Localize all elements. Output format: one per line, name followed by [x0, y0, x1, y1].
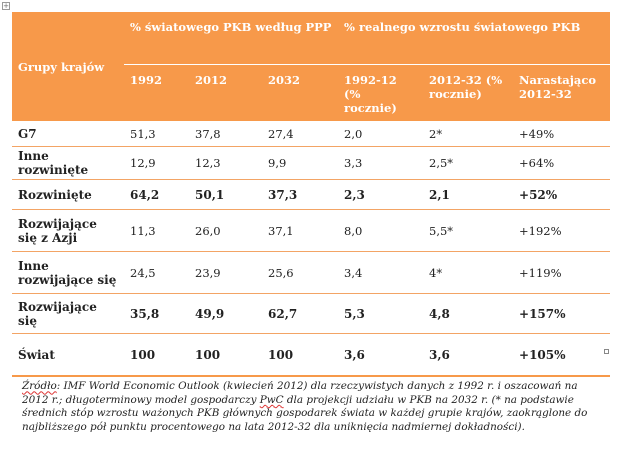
source-pwc: PwC	[259, 393, 284, 406]
row-label: G7	[12, 121, 124, 147]
header-row-groups	[12, 12, 610, 65]
table-cell: 2,0	[338, 121, 423, 147]
header-share-ppp: % światowego PKB według PPP	[124, 12, 338, 65]
column-header: 1992	[124, 65, 189, 122]
table-row	[12, 334, 610, 377]
table-cell: 37,8	[189, 121, 262, 147]
row-label: Rozwijające się	[12, 294, 124, 334]
table-cell: 5,3	[338, 294, 423, 334]
table-cell: 2,3	[338, 180, 423, 210]
table-cell: 100	[189, 334, 262, 377]
table-cell: 12,9	[124, 147, 189, 180]
table-cell: 3,4	[338, 252, 423, 294]
table-row	[12, 121, 610, 147]
table-row	[12, 210, 610, 252]
table-cell: +64%	[513, 147, 610, 180]
table-cell: 26,0	[189, 210, 262, 252]
table-cell: +192%	[513, 210, 610, 252]
header-country-groups: Grupy krajów	[12, 12, 124, 121]
table-move-handle[interactable]: +	[3, 2, 9, 10]
table-cell: 27,4	[262, 121, 338, 147]
table-cell: 4*	[423, 252, 513, 294]
table-cell: 49,9	[189, 294, 262, 334]
table-row	[12, 180, 610, 210]
table-cell: 12,3	[189, 147, 262, 180]
row-label: Świat	[12, 334, 124, 377]
table-cell: +52%	[513, 180, 610, 210]
table-cell: 62,7	[262, 294, 338, 334]
table-cell: +49%	[513, 121, 610, 147]
table-cell: 50,1	[189, 180, 262, 210]
table-cell: 24,5	[124, 252, 189, 294]
table-cell: 3,3	[338, 147, 423, 180]
table-cell: 35,8	[124, 294, 189, 334]
table-row	[12, 252, 610, 294]
table-cell: 2,5*	[423, 147, 513, 180]
table-cell: 25,6	[262, 252, 338, 294]
column-header: 2032	[262, 65, 338, 122]
table-cell: 5,5*	[423, 210, 513, 252]
column-header: 2012-32 (% rocznie)	[423, 65, 513, 122]
row-label: Rozwijające się z Azji	[12, 210, 124, 252]
table-cell: 37,3	[262, 180, 338, 210]
source-text-part-1: : IMF World Economic Outlook (kwiecień 2012) dla rzeczywistych danych z 1992 r. i oszacowań na 2012 r.; długoterminowy model gospodarczy	[22, 380, 578, 406]
table-cell: 37,1	[262, 210, 338, 252]
header-real-growth: % realnego wzrostu światowego PKB	[338, 12, 610, 65]
column-header: Narastająco 2012-32	[513, 65, 610, 122]
table-cell: +119%	[513, 252, 610, 294]
row-label: Inne rozwinięte	[12, 147, 124, 180]
column-header: 2012	[189, 65, 262, 122]
table-cell: 100	[262, 334, 338, 377]
table-cell: 11,3	[124, 210, 189, 252]
table-resize-handle[interactable]	[604, 349, 609, 354]
table-cell: 9,9	[262, 147, 338, 180]
source-label: Źródło	[22, 380, 57, 393]
table-cell: 3,6	[338, 334, 423, 377]
table-cell: +105%	[513, 334, 610, 377]
gdp-table	[12, 12, 610, 377]
table-cell: 8,0	[338, 210, 423, 252]
table-cell: 4,8	[423, 294, 513, 334]
table-cell: 3,6	[423, 334, 513, 377]
row-label: Rozwinięte	[12, 180, 124, 210]
source-note	[22, 380, 602, 434]
gdp-table-container	[12, 12, 610, 377]
table-cell: 64,2	[124, 180, 189, 210]
table-cell: 2*	[423, 121, 513, 147]
column-header: 1992-12 (% rocznie)	[338, 65, 423, 122]
table-cell: 2,1	[423, 180, 513, 210]
table-cell: 51,3	[124, 121, 189, 147]
table-cell: 100	[124, 334, 189, 377]
table-cell: 23,9	[189, 252, 262, 294]
table-row	[12, 147, 610, 180]
source-text-part-2: dla projekcji udziału w PKB na 2032 r. (* na podstawie średnich stóp wzrostu ważonych PKB głównych gospodarek świata w każdej grupie krajów, zaokrąglone do najbliższego pół punktu procentowego na lata 2012-32 dla uniknięcia nadmiernej dokładności).	[22, 393, 588, 433]
row-label: Inne rozwijające się	[12, 252, 124, 294]
table-row	[12, 294, 610, 334]
table-cell: +157%	[513, 294, 610, 334]
